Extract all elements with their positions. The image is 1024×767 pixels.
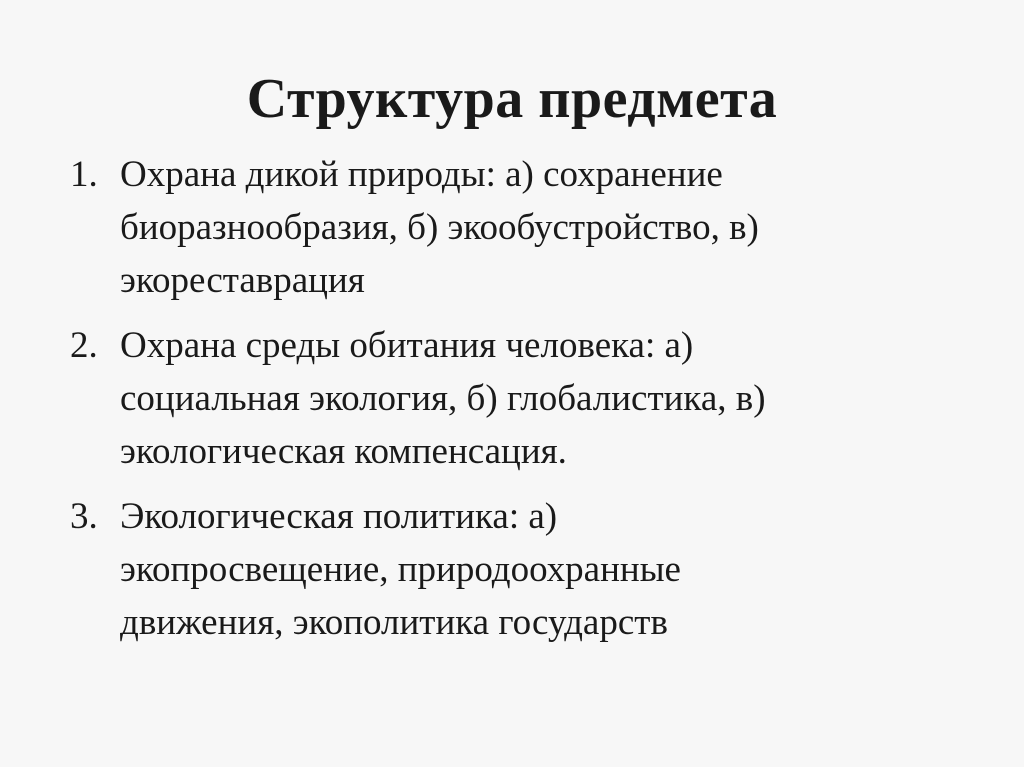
list-item bbox=[70, 319, 970, 478]
list-item-number: 1. bbox=[70, 154, 98, 195]
list-item-line: экопросвещение, природоохранные bbox=[120, 549, 681, 590]
list-item-line: Охрана среды обитания человека: а) bbox=[120, 325, 694, 366]
list-item-number: 3. bbox=[70, 496, 98, 537]
list-item-line: социальная экология, б) глобалистика, в) bbox=[120, 378, 766, 419]
list-item-line: биоразнообразия, б) экообустройство, в) bbox=[120, 207, 759, 248]
list-item-line: Охрана дикой природы: а) сохранение bbox=[120, 154, 723, 195]
content-list bbox=[70, 148, 970, 661]
list-item-line: движения, экополитика государств bbox=[120, 602, 668, 643]
list-item-line: экологическая компенсация. bbox=[120, 431, 567, 472]
list-item bbox=[70, 490, 970, 649]
list-item-number: 2. bbox=[70, 325, 98, 366]
list-item bbox=[70, 148, 970, 307]
list-item-line: Экологическая политика: а) bbox=[120, 496, 558, 537]
slide-title: Структура предмета bbox=[246, 68, 778, 130]
list-item-line: экореставрация bbox=[120, 260, 365, 301]
